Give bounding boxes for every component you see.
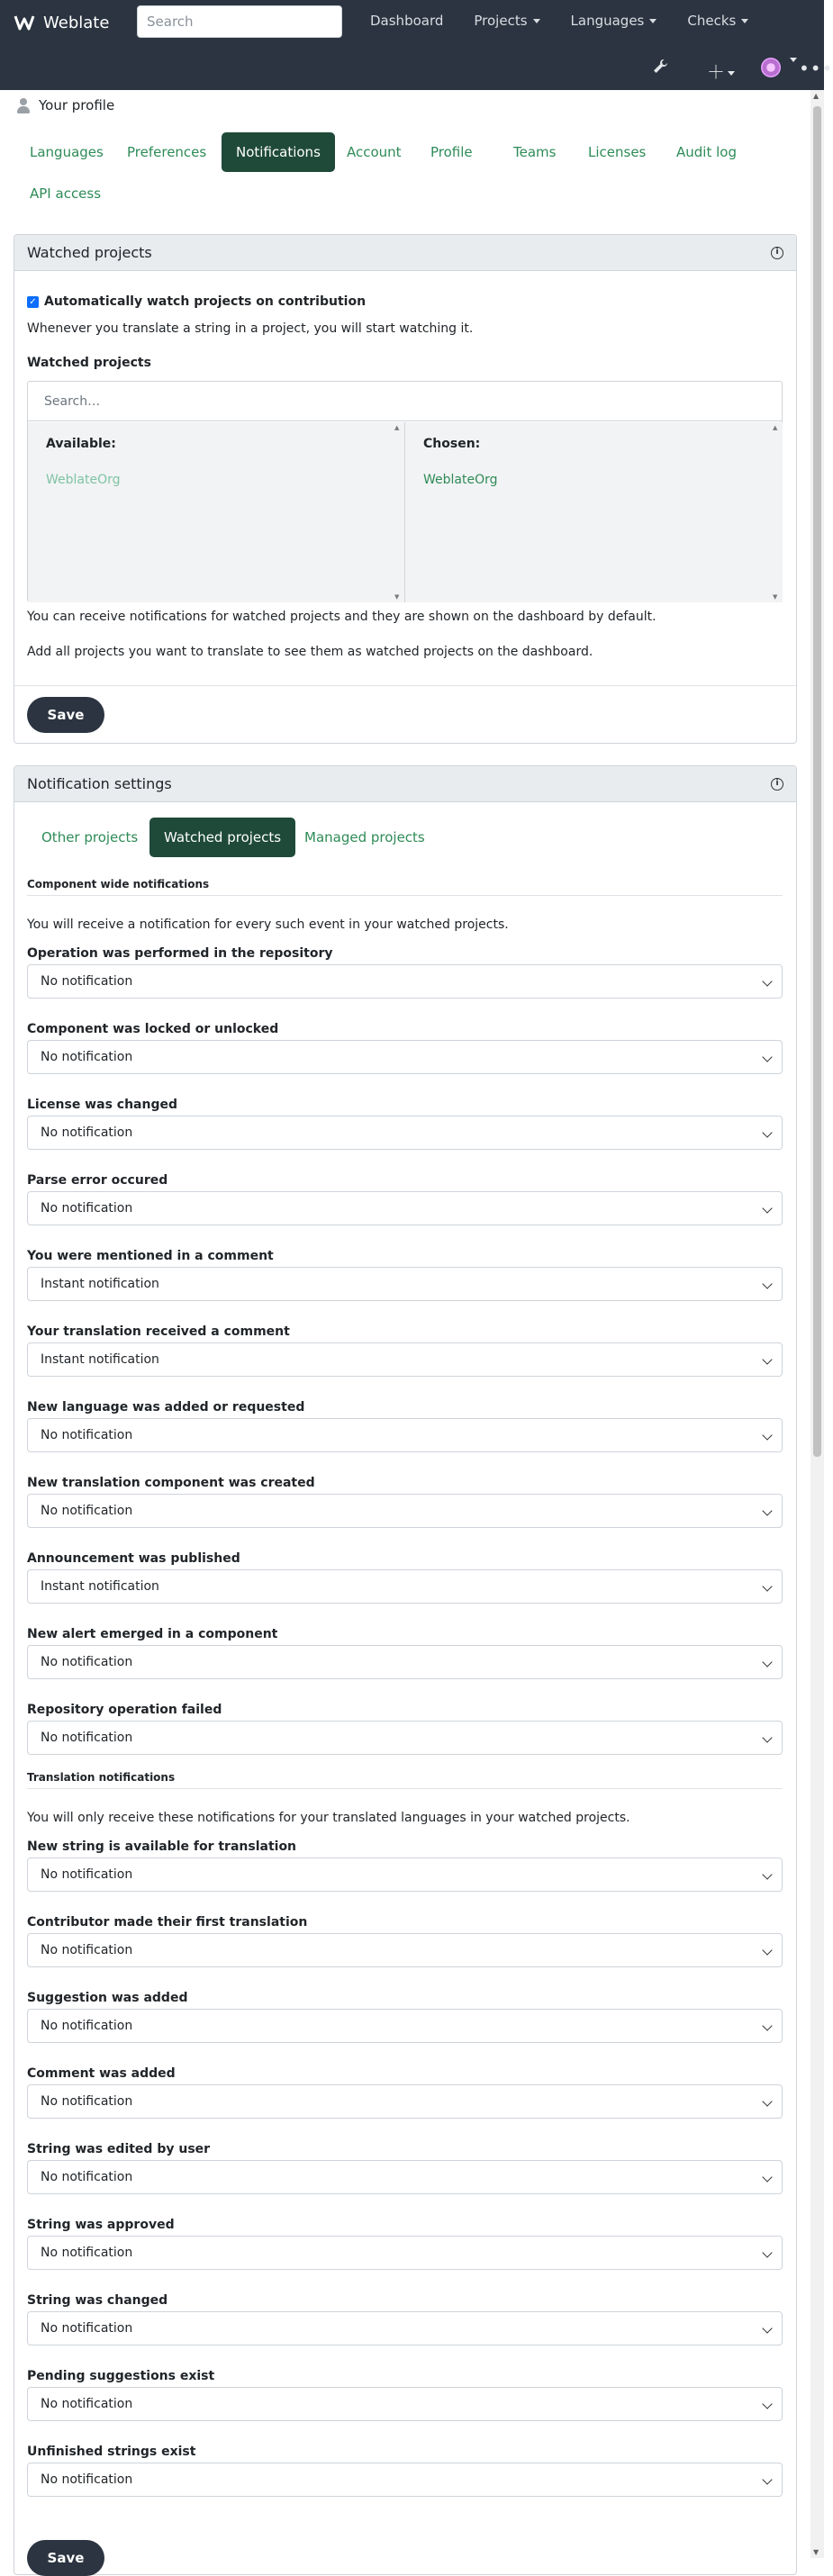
notification-select[interactable]: [27, 1342, 783, 1377]
notification-field: [27, 1324, 783, 1377]
chevron-down-icon: [762, 1430, 772, 1440]
select-value: No notification: [41, 1867, 133, 1882]
watched-help-2: Add all projects you want to translate to see them as watched projects on the dashboard.: [27, 645, 593, 659]
select-value: No notification: [41, 1943, 133, 1957]
notification-select[interactable]: [27, 964, 783, 999]
search-input[interactable]: [137, 5, 342, 38]
notification-field: [27, 1703, 783, 1755]
auto-watch-checkbox[interactable]: [27, 294, 366, 309]
field-label: Pending suggestions exist: [27, 2369, 215, 2383]
auto-watch-label: Automatically watch projects on contribution: [44, 294, 367, 309]
field-label: Repository operation failed: [27, 1703, 222, 1717]
panel-header: [14, 235, 796, 271]
notification-select[interactable]: [27, 1569, 783, 1604]
divider: [27, 895, 783, 896]
chevron-down-icon: [762, 2172, 772, 2182]
notification-select[interactable]: [27, 1116, 783, 1150]
brand-name: Weblate: [43, 13, 110, 32]
nav-dashboard[interactable]: Dashboard: [370, 13, 444, 29]
field-label: New string is available for translation: [27, 1839, 297, 1854]
chevron-down-icon: [762, 2020, 772, 2030]
chevron-down-icon: [762, 1732, 772, 1742]
dual-list-selector: [27, 381, 783, 602]
component-section-title: Component wide notifications: [27, 878, 210, 890]
notification-select[interactable]: [27, 2387, 783, 2421]
breadcrumb: [15, 97, 114, 113]
watched-projects-label: Watched projects: [27, 356, 151, 370]
notification-select[interactable]: [27, 1933, 783, 1967]
chosen-title: Chosen:: [423, 437, 481, 451]
chevron-down-icon: [790, 58, 797, 62]
select-value: No notification: [41, 1125, 133, 1140]
auto-watch-help: Whenever you translate a string in a project, you will start watching it.: [27, 321, 474, 336]
select-value: No notification: [41, 2246, 133, 2260]
field-label: Your translation received a comment: [27, 1324, 290, 1339]
notification-select[interactable]: [27, 1267, 783, 1301]
tab-managed-projects[interactable]: Managed projects: [304, 829, 425, 845]
tab-account[interactable]: Account: [347, 144, 402, 160]
chosen-item[interactable]: WeblateOrg: [423, 473, 498, 487]
checkbox-checked[interactable]: ✓: [27, 296, 39, 308]
notification-field: [27, 2293, 783, 2346]
chevron-down-icon: [649, 19, 656, 23]
notification-field: [27, 946, 783, 999]
save-button[interactable]: Save: [27, 697, 104, 733]
chevron-down-icon: [762, 1581, 772, 1591]
notification-select[interactable]: [27, 1494, 783, 1528]
tab-audit-log[interactable]: Audit log: [676, 144, 737, 160]
info-icon[interactable]: i: [771, 778, 783, 791]
chevron-down-icon: [762, 1945, 772, 1955]
select-value: No notification: [41, 2397, 133, 2411]
notification-scope-tabs: [27, 818, 783, 857]
divider: [27, 1788, 783, 1789]
chevron-down-icon: [762, 1505, 772, 1515]
notification-select[interactable]: [27, 2084, 783, 2119]
notification-field: [27, 2218, 783, 2270]
info-icon[interactable]: i: [771, 247, 783, 259]
avatar[interactable]: [761, 58, 781, 77]
notification-select[interactable]: [27, 2009, 783, 2043]
notification-select[interactable]: [27, 2236, 783, 2270]
notification-field: [27, 1400, 783, 1452]
field-label: Component was locked or unlocked: [27, 1022, 279, 1036]
field-label: Suggestion was added: [27, 1991, 188, 2005]
notification-field: [27, 1249, 783, 1301]
field-label: Operation was performed in the repository: [27, 946, 333, 961]
select-value: No notification: [41, 2170, 133, 2184]
weblate-logo-icon: [13, 11, 36, 34]
chevron-down-icon: [741, 19, 748, 23]
chevron-down-icon: [762, 1052, 772, 1062]
chevron-down-icon: [762, 976, 772, 986]
notification-field: [27, 1098, 783, 1150]
field-label: Announcement was published: [27, 1551, 240, 1566]
notification-field: [27, 1991, 783, 2043]
panel-title: Notification settings: [27, 775, 172, 792]
notification-field: [27, 1551, 783, 1604]
chevron-down-icon: [762, 1354, 772, 1364]
tab-watched-projects[interactable]: Watched projects: [149, 818, 295, 857]
breadcrumb-label[interactable]: Your profile: [39, 97, 115, 113]
tab-preferences[interactable]: Preferences: [127, 144, 207, 160]
tab-teams[interactable]: Teams: [513, 144, 557, 160]
field-label: License was changed: [27, 1098, 177, 1112]
chevron-down-icon: [762, 2399, 772, 2409]
nav-languages[interactable]: Languages: [571, 13, 657, 29]
field-label: You were mentioned in a comment: [27, 1249, 274, 1263]
chevron-down-icon: [762, 1657, 772, 1667]
select-value: No notification: [41, 2321, 133, 2336]
user-icon: [15, 97, 32, 113]
field-label: New alert emerged in a component: [27, 1627, 278, 1641]
notification-select[interactable]: [27, 1857, 783, 1892]
tab-api-access[interactable]: API access: [30, 185, 102, 202]
watched-projects-panel: [14, 234, 797, 744]
available-list[interactable]: [28, 422, 405, 602]
select-value: No notification: [41, 1655, 133, 1669]
notification-select[interactable]: [27, 1645, 783, 1679]
plus-icon[interactable]: ＋: [707, 58, 735, 84]
notification-select[interactable]: [27, 1191, 783, 1225]
nav-checks[interactable]: Checks: [687, 13, 748, 29]
available-item[interactable]: WeblateOrg: [46, 473, 121, 487]
select-value: No notification: [41, 1428, 133, 1442]
chevron-down-icon: [762, 1203, 772, 1213]
select-value: No notification: [41, 1050, 133, 1064]
select-value: No notification: [41, 2019, 133, 2033]
wrench-icon[interactable]: [651, 58, 669, 80]
notification-field: [27, 1915, 783, 1967]
field-label: Contributor made their first translation: [27, 1915, 308, 1930]
chevron-down-icon: [762, 2323, 772, 2333]
field-label: New language was added or requested: [27, 1400, 305, 1415]
translation-section-help: You will only receive these notifications for your translated languages in your watched projects.: [27, 1811, 630, 1825]
notification-settings-panel: [14, 765, 797, 2575]
field-label: String was approved: [27, 2218, 175, 2232]
panel-header: [14, 766, 796, 802]
chevron-down-icon: [762, 2474, 772, 2484]
select-value: No notification: [41, 2472, 133, 2487]
notification-select[interactable]: [27, 1418, 783, 1452]
available-title: Available:: [46, 437, 116, 451]
notification-field: [27, 2066, 783, 2119]
more-dots-icon[interactable]: •••: [799, 58, 833, 79]
field-label: Comment was added: [27, 2066, 176, 2081]
component-section-help: You will receive a notification for every such event in your watched projects.: [27, 917, 509, 932]
select-value: No notification: [41, 1731, 133, 1745]
chevron-down-icon: [762, 1279, 772, 1288]
chevron-down-icon: [762, 1869, 772, 1879]
notification-field: [27, 1022, 783, 1074]
notification-field: [27, 1173, 783, 1225]
save-button[interactable]: Save: [27, 2540, 104, 2576]
select-value: Instant notification: [41, 1579, 159, 1594]
notification-field: [27, 2445, 783, 2497]
field-label: Parse error occured: [27, 1173, 168, 1188]
select-value: No notification: [41, 2094, 133, 2109]
tab-languages[interactable]: Languages: [30, 144, 104, 160]
chevron-down-icon: [762, 2247, 772, 2257]
select-value: No notification: [41, 1504, 133, 1518]
select-value: Instant notification: [41, 1352, 159, 1367]
notification-field: [27, 2142, 783, 2194]
scrollbar[interactable]: [394, 424, 403, 601]
top-navbar: [0, 0, 833, 90]
tab-other-projects[interactable]: Other projects: [41, 829, 139, 845]
brand-link[interactable]: [13, 11, 109, 34]
chevron-down-icon: [762, 2096, 772, 2106]
notification-select[interactable]: [27, 1040, 783, 1074]
chosen-list[interactable]: [405, 422, 783, 602]
dual-list-search[interactable]: Search…: [28, 382, 782, 421]
notification-field: [27, 1627, 783, 1679]
notification-field: [27, 1476, 783, 1528]
field-label: Unfinished strings exist: [27, 2445, 196, 2459]
page-scrollbar[interactable]: [810, 90, 824, 2558]
notification-select[interactable]: [27, 1721, 783, 1755]
chevron-down-icon: [533, 19, 540, 23]
notification-select[interactable]: [27, 2463, 783, 2497]
field-label: New translation component was created: [27, 1476, 315, 1490]
translation-section-title: Translation notifications: [27, 1771, 176, 1784]
chevron-down-icon: [762, 1127, 772, 1137]
notification-field: [27, 2369, 783, 2421]
panel-title: Watched projects: [27, 244, 152, 261]
watched-help-1: You can receive notifications for watched projects and they are shown on the dashboard by default.: [27, 610, 656, 624]
notification-select[interactable]: [27, 2160, 783, 2194]
divider: [14, 685, 796, 686]
tab-licenses[interactable]: Licenses: [588, 144, 647, 160]
nav-projects[interactable]: Projects: [474, 13, 539, 29]
field-label: String was edited by user: [27, 2142, 211, 2156]
tab-profile[interactable]: Profile: [430, 144, 473, 160]
select-value: Instant notification: [41, 1277, 159, 1291]
select-value: No notification: [41, 974, 133, 989]
select-value: No notification: [41, 1201, 133, 1216]
scrollbar[interactable]: [772, 424, 781, 601]
notification-field: [27, 1839, 783, 1892]
field-label: String was changed: [27, 2293, 168, 2308]
notification-select[interactable]: [27, 2311, 783, 2346]
tab-notifications[interactable]: Notifications: [222, 132, 335, 172]
scrollbar-thumb[interactable]: [813, 106, 821, 1457]
